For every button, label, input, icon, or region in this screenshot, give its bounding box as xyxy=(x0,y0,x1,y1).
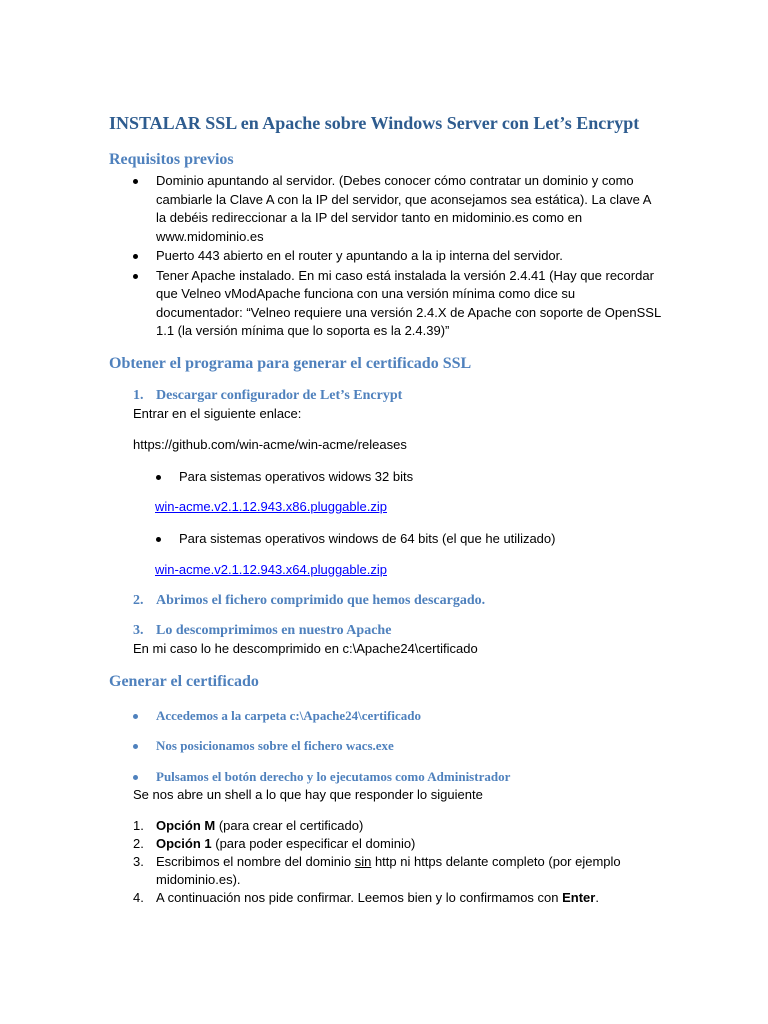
heading-requisitos: Requisitos previos xyxy=(109,151,234,168)
bullet-64bits: Para sistemas operativos windows de 64 bits (el que he utilizado) xyxy=(179,530,555,548)
shell-text: Se nos abre un shell a lo que hay que responder lo siguiente xyxy=(133,787,483,802)
step-heading-3: 3. Lo descomprimimos en nuestro Apache xyxy=(133,623,392,638)
bullet-icon xyxy=(133,254,138,259)
bullet-icon xyxy=(133,775,138,780)
bullet-icon xyxy=(133,274,138,279)
step1-intro: Entrar en el siguiente enlace: xyxy=(133,406,302,421)
list-item: 1. Opción M (para crear el certificado) xyxy=(133,818,364,833)
generar-bullet-2: Nos posicionamos sobre el fichero wacs.exe xyxy=(156,737,756,755)
list-item: 3. Escribimos el nombre del dominio sin http ni https delante completo (por ejemplo midominio.es). xyxy=(133,854,621,887)
bullet-icon xyxy=(133,179,138,184)
download-link-x64[interactable]: win-acme.v2.1.12.943.x64.pluggable.zip xyxy=(155,562,387,577)
bullet-icon xyxy=(156,475,161,480)
requisitos-list xyxy=(133,172,663,341)
heading-generar: Generar el certificado xyxy=(109,673,259,690)
list-item: 4. A continuación nos pide confirmar. Leemos bien y lo confirmamos con Enter. xyxy=(133,890,599,905)
bullet-icon xyxy=(156,537,161,542)
generar-bullet-3: Pulsamos el botón derecho y lo ejecutamos como Administrador xyxy=(156,768,756,786)
step-heading-1: 1. Descargar configurador de Let’s Encrypt xyxy=(133,388,403,403)
heading-obtener: Obtener el programa para generar el certificado SSL xyxy=(109,355,472,372)
shell-steps-list xyxy=(133,817,673,907)
download-link-x86[interactable]: win-acme.v2.1.12.943.x86.pluggable.zip xyxy=(155,499,387,514)
bullet-icon xyxy=(133,744,138,749)
list-item: Dominio apuntando al servidor. (Debes conocer cómo contratar un dominio y como cambiarle la Clave A con la IP del servidor, que aconsejamos sea estática). La clave A la debéis redireccionar a la IP del servidor tanto en midominio.es como en www.midominio.es xyxy=(133,172,663,246)
generar-bullet-1: Accedemos a la carpeta c:\Apache24\certificado xyxy=(156,707,756,725)
list-item: Tener Apache instalado. En mi caso está instalada la versión 2.4.41 (Hay que recordar que Velneo vModApache funciona con una versión mínima como dice su documentador: “Velneo requiere una versión 2.4.X de Apache con soporte de OpenSSL 1.1 (la versión mínima que lo soporta es la 2.4.39)” xyxy=(133,267,663,341)
list-item: Puerto 443 abierto en el router y apuntando a la ip interna del servidor. xyxy=(133,247,663,266)
step3-text: En mi caso lo he descomprimido en c:\Apache24\certificado xyxy=(133,641,478,656)
document-title: INSTALAR SSL en Apache sobre Windows Server con Let’s Encrypt xyxy=(109,113,640,133)
step-heading-2: 2. Abrimos el fichero comprimido que hemos descargado. xyxy=(133,593,486,608)
bullet-icon xyxy=(133,714,138,719)
bullet-32bits: Para sistemas operativos widows 32 bits xyxy=(179,468,413,486)
list-item: 2. Opción 1 (para poder especificar el dominio) xyxy=(133,836,416,851)
releases-url: https://github.com/win-acme/win-acme/releases xyxy=(133,437,407,452)
